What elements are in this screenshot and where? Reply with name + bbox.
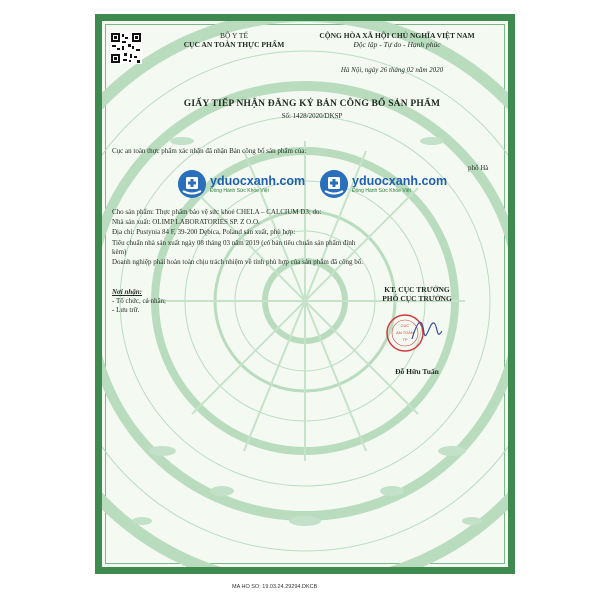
certificate-page xyxy=(95,14,515,574)
seal-text-bot: TP xyxy=(402,337,408,342)
country-name: CỘNG HÒA XÃ HỘI CHỦ NGHĨA VIỆT NAM xyxy=(319,31,475,40)
address-line: Địa chỉ: Pustynia 84 F, 39-200 Dębica, Poland sản xuất, phù hợp: xyxy=(112,228,296,236)
intro-line: Cục an toàn thực phẩm xác nhận đã nhận Bản công bố sản phẩm của: xyxy=(112,147,307,155)
intro-tail: phố Hà xyxy=(468,164,489,172)
responsibility-line: Doanh nghiệp phải hoàn toàn chịu trách nhiệm về tính phù hợp của sản phẩm đã công bố. xyxy=(112,258,363,266)
signature-title-line2: PHÓ CỤC TRƯỞNG xyxy=(382,294,452,303)
dossier-code: MA HO SO: 19.03.24.29294.DKCB xyxy=(232,584,318,590)
manufacturer-line: Nhà sản xuất: OLIMP LABORATORIES SP. Z O.O. xyxy=(112,218,260,226)
issue-date: Hà Nội, ngày 26 tháng 02 năm 2020 xyxy=(340,66,444,74)
document-number: Số: 1428/2020/DKSP xyxy=(281,112,343,120)
signature-scribble-icon xyxy=(408,313,448,349)
qr-code-icon xyxy=(110,32,142,64)
recipient-item: - Lưu trữ. xyxy=(112,306,140,314)
product-line: Cho sản phẩm: Thực phẩm bảo vệ sức khoẻ CHELA – CALCIUM D3; do: xyxy=(112,208,322,216)
recipients-heading: Nơi nhận: xyxy=(112,288,143,296)
pharmacy-logo-icon xyxy=(178,170,206,198)
standard-line: Tiêu chuẩn nhà sản xuất ngày 08 tháng 03 năm 2019 (có bản tiêu chuẩn sản phẩm đính xyxy=(112,239,356,247)
signature-title-line1: KT. CỤC TRƯỞNG xyxy=(384,285,450,294)
ministry-name: BỘ Y TẾ xyxy=(219,31,249,40)
pharmacy-logo-icon xyxy=(320,170,348,198)
standard-line-cont: kèm) xyxy=(112,248,127,256)
watermark-logo xyxy=(178,163,305,205)
watermark-logo xyxy=(320,163,447,205)
national-motto: Độc lập - Tự do - Hạnh phúc xyxy=(353,40,441,49)
signature-title xyxy=(337,285,497,303)
watermark-brand: yduocxanh.com xyxy=(210,173,306,188)
seal-text-mid: AN TOÀN xyxy=(396,330,414,335)
recipients-block xyxy=(112,288,166,315)
watermark-tagline: Đồng Hành Sức Khỏe Việt xyxy=(210,187,269,194)
seal-text-top: CỤC xyxy=(400,323,410,328)
watermark-tagline: Đồng Hành Sức Khỏe Việt xyxy=(352,187,411,194)
department-name: CỤC AN TOÀN THỰC PHẨM xyxy=(183,40,285,49)
signer-name: Đỗ Hữu Tuấn xyxy=(395,367,439,376)
document-title: GIẤY TIẾP NHẬN ĐĂNG KÝ BẢN CÔNG BỐ SẢN PHẨM xyxy=(183,99,441,109)
recipient-item: - Tổ chức, cá nhân; xyxy=(112,297,167,305)
republic-header xyxy=(282,31,512,49)
watermark-brand: yduocxanh.com xyxy=(352,173,448,188)
